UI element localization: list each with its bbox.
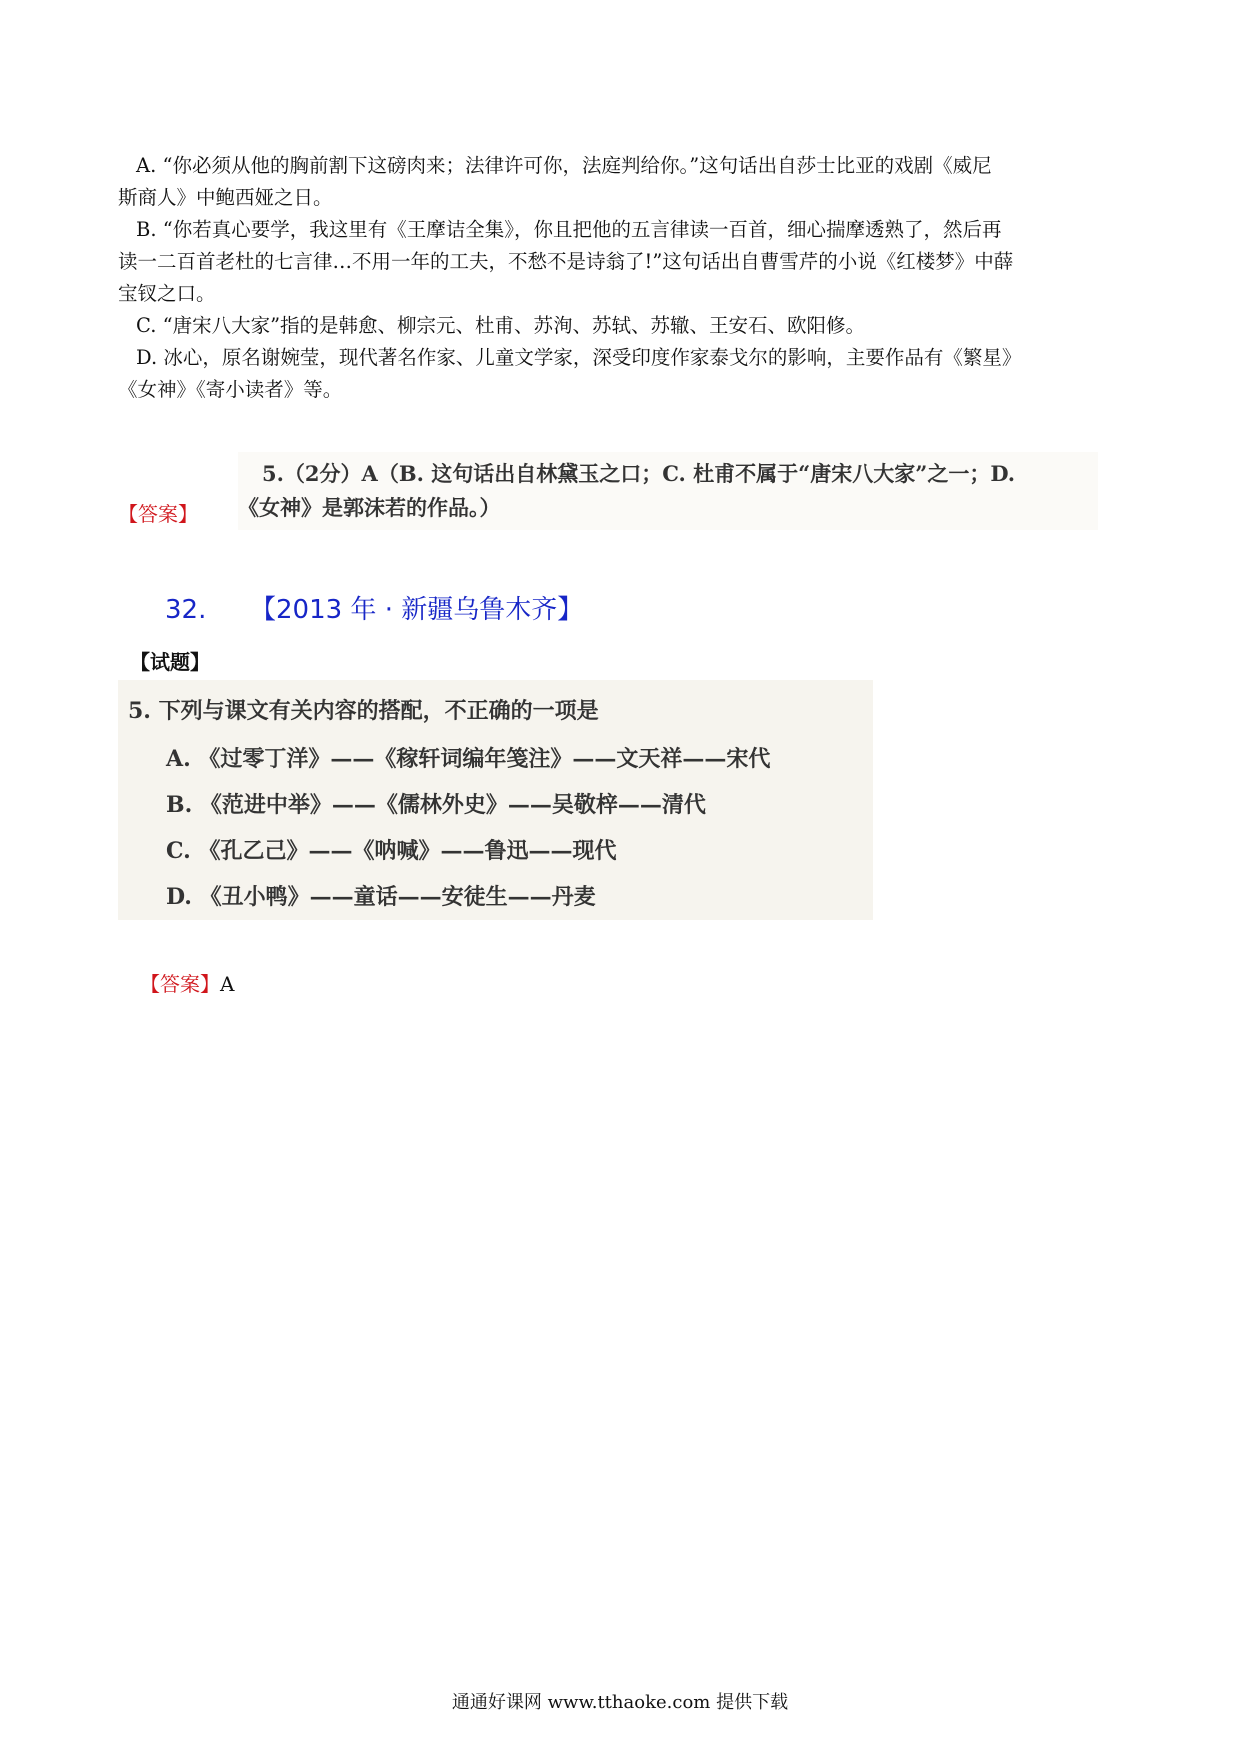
option-d-line2: 《女神》《寄小读者》等。 <box>118 378 343 401</box>
scan-option-d: D. 《丑小鸭》——童话——安徒生——丹麦 <box>166 884 596 910</box>
question-source: 【2013 年 · 新疆乌鲁木齐】 <box>250 595 584 625</box>
answer1-label: 【答案】 <box>118 502 198 526</box>
option-b-line1: B. “你若真心要学，我这里有《王摩诘全集》，你且把他的五言律读一百首，细心揣摩透熟了，然后再 <box>136 218 1002 241</box>
option-a-line2: 斯商人》中鲍西娅之日。 <box>118 186 333 209</box>
answer1-scan-image <box>238 452 1098 530</box>
options-block <box>118 150 1128 406</box>
answer1-scan-line2: 《女神》是郭沫若的作品。） <box>238 495 501 520</box>
scan-option-b: B. 《范进中举》——《儒林外史》——吴敬梓——清代 <box>166 792 706 818</box>
scan-option-c: C. 《孔乙己》——《呐喊》——鲁迅——现代 <box>166 838 617 864</box>
answer2 <box>140 968 234 997</box>
option-c-line1: C. “唐宋八大家”指的是韩愈、柳宗元、杜甫、苏洵、苏轼、苏辙、王安石、欧阳修。 <box>136 314 866 337</box>
option-b-line2: 读一二百首老杜的七言律…不用一年的工夫，不愁不是诗翁了!”这句话出自曹雪芹的小说《红楼梦》中薛 <box>118 250 1014 273</box>
answer1-scan-line1: 5.（2分）A（B. 这句话出自林黛玉之口；C. 杜甫不属于“唐宋八大家”之一；D. <box>262 461 1016 486</box>
option-a-line1: A. “你必须从他的胸前割下这磅肉来；法律许可你，法庭判给你。”这句话出自莎士比亚的戏剧《威尼 <box>136 154 992 177</box>
option-d-line1: D. 冰心，原名谢婉莹，现代著名作家、儿童文学家，深受印度作家泰戈尔的影响，主要作品有《繁星》 <box>136 346 1022 369</box>
scan-option-a: A. 《过零丁洋》——《稼轩词编年笺注》——文天祥——宋代 <box>166 746 771 772</box>
answer2-value: A <box>220 972 235 996</box>
answer2-label: 【答案】 <box>140 972 220 996</box>
question-header <box>165 589 583 626</box>
page-footer: 通通好课网 www.tthaoke.com 提供下载 <box>451 1692 789 1713</box>
option-b-line3: 宝钗之口。 <box>118 282 216 305</box>
question-scan-image <box>118 680 873 920</box>
question-number: 32. <box>165 595 207 625</box>
scan-stem: 5. 下列与课文有关内容的搭配，不正确的一项是 <box>128 698 599 724</box>
test-label: 【试题】 <box>130 650 210 674</box>
